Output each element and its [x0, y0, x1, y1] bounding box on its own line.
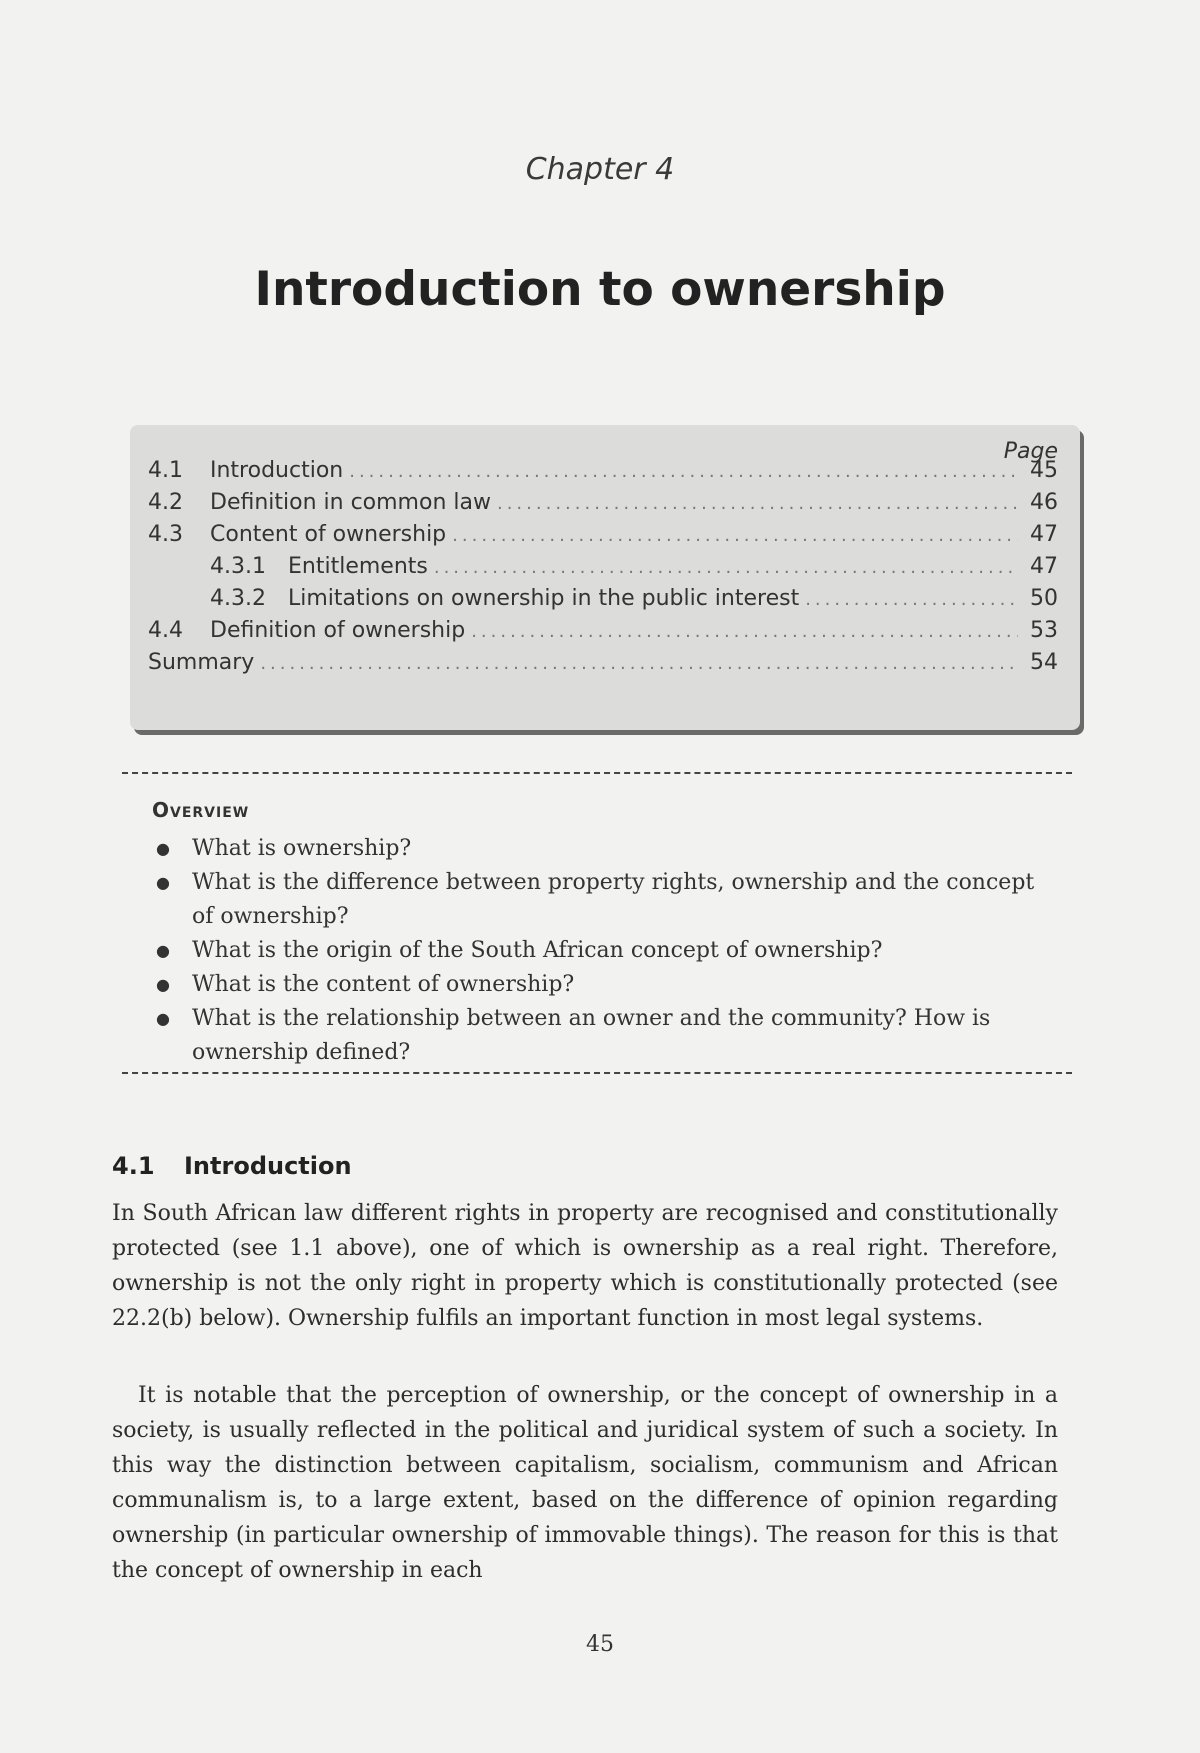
overview-heading: Overview [152, 798, 250, 822]
overview-item [152, 968, 1042, 1002]
overview-item [152, 934, 1042, 968]
toc-entry-page: 54 [1030, 650, 1058, 675]
overview-box [122, 772, 1072, 1072]
overview-item [152, 866, 1042, 934]
overview-item-text: What is the content of ownership? [192, 972, 575, 997]
toc-entry-number: 4.3.2 [210, 586, 266, 611]
toc-leader-dots [805, 584, 1018, 616]
body-paragraph: It is notable that the perception of ownership, or the concept of ownership in a society, is usually reflected in the political and juridical system of such a society. In this way the distinction between capitalism, socialism, communism and African communalism is, to a large extent, based on the difference of opinion regarding ownership (in particular ownership of immovable things). The reason for this is that the concept of ownership in each [112, 1383, 1058, 1583]
toc-entry [210, 551, 1058, 583]
toc-entry-title: Entitlements [288, 554, 428, 579]
toc-leader-dots [452, 520, 1018, 552]
table-of-contents [130, 425, 1080, 730]
overview-item-text: What is the origin of the South African concept of ownership? [192, 938, 883, 963]
toc-leader-dots [434, 552, 1018, 584]
toc-entry [148, 519, 1058, 551]
toc-entry-number: 4.4 [148, 618, 183, 643]
overview-item-text: What is the relationship between an owner and the community? How is ownership defined? [192, 1006, 991, 1065]
overview-list [152, 832, 1042, 1070]
toc-entry-title: Summary [148, 650, 255, 675]
overview-item [152, 832, 1042, 866]
divider-bottom [122, 1072, 1072, 1074]
overview-item-text: What is the difference between property rights, ownership and the concept of ownership? [192, 870, 1035, 929]
toc-entry-page: 50 [1030, 586, 1058, 611]
toc-entry [148, 455, 1058, 487]
chapter-label: Chapter 4 [525, 152, 675, 187]
toc-entry-number: 4.3 [148, 522, 183, 547]
toc-entry-number: 4.3.1 [210, 554, 266, 579]
toc-entry-page: 47 [1030, 522, 1058, 547]
section-heading [112, 1152, 352, 1180]
divider-top [122, 772, 1072, 774]
toc-entry-title: Limitations on ownership in the public interest [288, 586, 800, 611]
toc-entry-title: Definition of ownership [210, 618, 466, 643]
toc-entry-page: 53 [1030, 618, 1058, 643]
toc-leader-dots [497, 488, 1018, 520]
toc-entry-title: Content of ownership [210, 522, 447, 547]
bullet-icon: ● [156, 975, 170, 994]
overview-item-text: What is ownership? [192, 836, 412, 861]
toc-entry-number: 4.1 [148, 458, 183, 483]
toc-entry-number: 4.2 [148, 490, 183, 515]
chapter-title: Introduction to ownership [254, 262, 946, 317]
section-number: 4.1 [112, 1152, 155, 1180]
toc-entry [148, 647, 1058, 679]
bullet-icon: ● [156, 1009, 170, 1028]
toc-page-label: Page [1003, 439, 1058, 464]
toc-entry-page: 45 [1030, 458, 1058, 483]
toc-entry [210, 583, 1058, 615]
toc-entry-title: Definition in common law [210, 490, 491, 515]
page-number: 45 [586, 1632, 614, 1657]
body-paragraph: In South African law different rights in property are recognised and constitutionally protected (see 1.1 above), one of which is ownership as a real right. Therefore, ownership is not the only right in property which is constitutionally protected (see 22.2(b) below). Ownership fulfils an important function in most legal systems. [112, 1201, 1058, 1331]
bullet-icon: ● [156, 839, 170, 858]
toc-leader-dots [471, 616, 1018, 648]
section-title: Introduction [184, 1152, 352, 1180]
toc-entry [148, 487, 1058, 519]
toc-entry [148, 615, 1058, 647]
toc-entry-page: 47 [1030, 554, 1058, 579]
toc-entry-title: Introduction [210, 458, 344, 483]
toc-entry-page: 46 [1030, 490, 1058, 515]
toc-leader-dots [260, 648, 1018, 680]
overview-item [152, 1002, 1042, 1070]
toc-leader-dots [349, 456, 1018, 488]
bullet-icon: ● [156, 941, 170, 960]
bullet-icon: ● [156, 873, 170, 892]
